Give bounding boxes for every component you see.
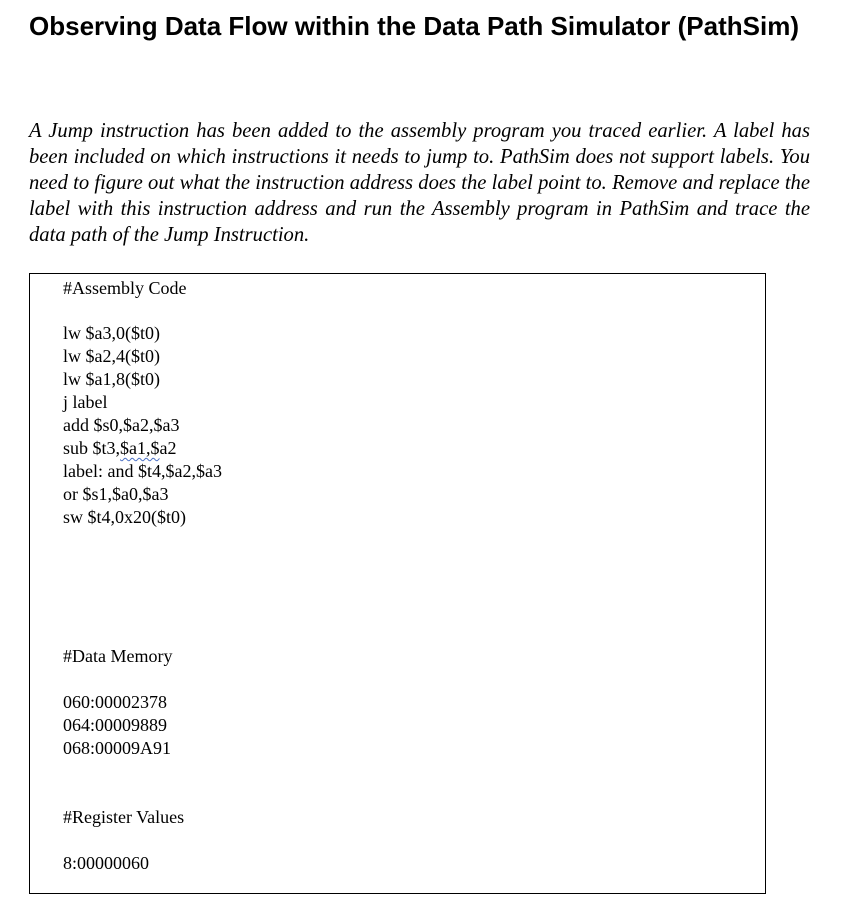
register-value-line: 8:00000060 <box>63 853 150 873</box>
data-memory-heading: #Data Memory <box>63 646 173 666</box>
code-line-lw-a2: lw $a2,4($t0) <box>63 346 160 366</box>
spellcheck-flagged-text: $a1,$ <box>120 438 160 458</box>
code-line-sub <box>63 437 177 460</box>
assembly-code-heading: #Assembly Code <box>63 278 187 298</box>
code-line-add: add $s0,$a2,$a3 <box>63 415 180 435</box>
data-memory-line: 060:00002378 <box>63 692 168 712</box>
code-line-or: or $s1,$a0,$a3 <box>63 484 169 504</box>
code-line-lw-a1: lw $a1,8($t0) <box>63 369 160 389</box>
code-line-label-and: label: and $t4,$a2,$a3 <box>63 461 222 481</box>
register-values-heading: #Register Values <box>63 807 185 827</box>
page-title: Observing Data Flow within the Data Path Simulator (PathSim) <box>29 11 799 41</box>
data-memory-line: 068:00009A91 <box>63 738 171 758</box>
code-line-sw: sw $t4,0x20($t0) <box>63 507 186 527</box>
code-line-sub-prefix: sub $t3, <box>63 438 121 458</box>
code-line-jump: j label <box>63 392 108 412</box>
data-memory-line: 064:00009889 <box>63 715 168 735</box>
code-line-lw-a3: lw $a3,0($t0) <box>63 323 160 343</box>
code-line-sub-suffix: a2 <box>159 438 177 458</box>
assembly-code-box[interactable] <box>29 273 766 894</box>
instructions-paragraph: A Jump instruction has been added to the assembly program you traced earlier. A label has been included on which instructions it needs to jump to. PathSim does not support labels. You need to figure out what the instruction address does the label point to. Remove and replace the label with this instruction address and run the Assembly program in PathSim and trace the data path of the Jump Instruction. <box>29 120 810 246</box>
